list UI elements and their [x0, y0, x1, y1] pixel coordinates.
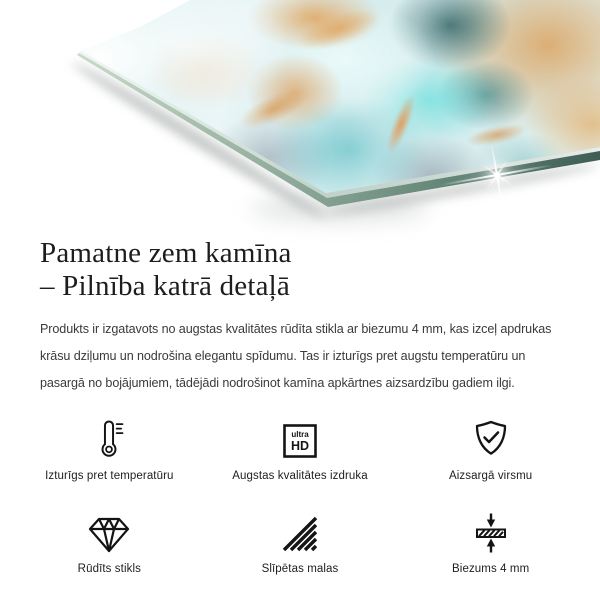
sparkle-core: [494, 172, 500, 178]
glass-panel-marble-art: [0, 0, 600, 230]
shield-check-icon: [471, 415, 511, 461]
thickness-icon: [471, 508, 511, 554]
beveled-edges-icon: [280, 508, 320, 554]
glass-reflection: [0, 0, 600, 230]
thermometer-icon: [91, 415, 127, 461]
diamond-icon: [87, 508, 131, 554]
ultra-hd-icon: [280, 415, 320, 461]
feature-label: Izturīgs pret temperatūru: [45, 470, 174, 482]
feature-label: Rūdīts stikls: [77, 563, 141, 575]
features-grid: [0, 415, 600, 575]
feature-tempered-glass: [14, 508, 205, 575]
feature-surface-protection: [395, 415, 586, 482]
feature-print-quality: [205, 415, 396, 482]
feature-thickness: [395, 508, 586, 575]
feature-label: Augstas kvalitātes izdruka: [232, 470, 368, 482]
feature-label: Aizsargā virsmu: [449, 470, 533, 482]
page-title-line2: – Pilnība katrā detaļā: [40, 270, 291, 302]
product-description: Produkts ir izgatavots no augstas kvalitātes rūdīta stikla ar biezumu 4 mm, kas izceļ apdrukas krāsu dziļumu un nodrošina elegantu spīdumu. Tas ir izturīgs pret augstu temperatūru un pasargā no bojājumiem, tādējādi nodrošinot kamīna apkārtnes aizsardzību gadiem ilgi.: [40, 322, 552, 390]
feature-label: Biezums 4 mm: [452, 563, 530, 575]
ultra-hd-text-top: ultra: [291, 430, 309, 439]
page-title-line1: Pamatne zem kamīna: [40, 237, 292, 269]
feature-polished-edges: [205, 508, 396, 575]
feature-temperature-resistant: [14, 415, 205, 482]
page-title: [40, 237, 600, 303]
ultra-hd-text-bottom: HD: [290, 439, 310, 453]
feature-label: Slīpētas malas: [261, 563, 339, 575]
product-photo: [0, 0, 600, 230]
